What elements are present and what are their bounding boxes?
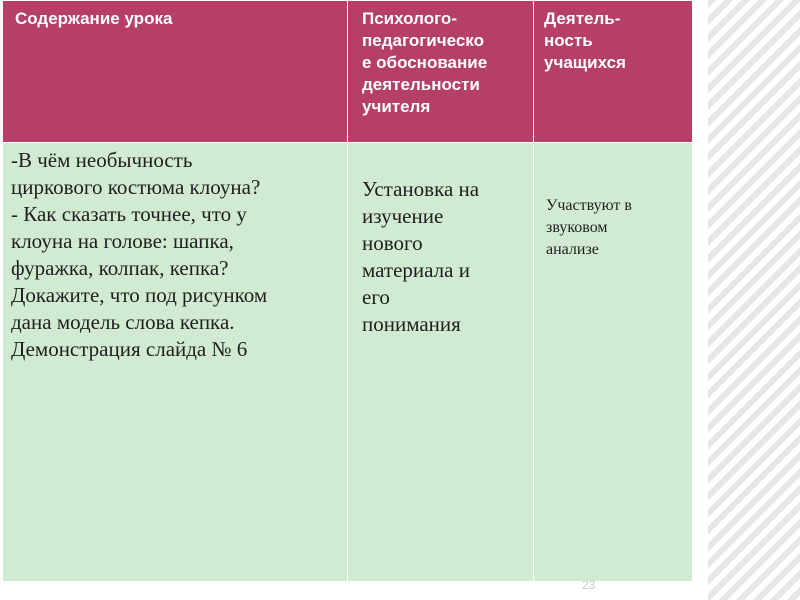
content-line: фуражка, колпак, кепка? bbox=[11, 256, 229, 280]
activity-line: звуковом bbox=[546, 219, 608, 236]
content-line: дана модель слова кепка. bbox=[11, 310, 235, 334]
header-psych-rationale-label: Психолого- педагогическо е обоснование деятельности учителя bbox=[362, 9, 488, 116]
activity-line: анализе bbox=[546, 241, 599, 258]
header-student-activity-label: Деятель- ность учащихся bbox=[544, 9, 626, 72]
cell-psych-rationale bbox=[348, 143, 534, 582]
decorative-stripes bbox=[708, 0, 800, 600]
slide-number: 23 bbox=[582, 578, 596, 592]
rationale-line: понимания bbox=[362, 312, 461, 336]
rationale-line: материала и bbox=[362, 258, 470, 282]
header-lesson-content-label: Содержание урока bbox=[15, 9, 173, 28]
activity-line: Участвуют в bbox=[546, 197, 632, 214]
rationale-line: изучение bbox=[362, 204, 444, 228]
content-line: циркового костюма клоуна? bbox=[11, 175, 261, 199]
content-line: Демонстрация слайда № 6 bbox=[11, 337, 248, 361]
header-lesson-content bbox=[3, 1, 348, 143]
content-line: - Как сказать точнее, что у bbox=[11, 202, 247, 226]
rationale-line: нового bbox=[362, 231, 423, 255]
lesson-plan-table bbox=[2, 0, 693, 582]
cell-lesson-content bbox=[3, 143, 348, 582]
rationale-line: Установка на bbox=[362, 177, 480, 201]
rationale-line: его bbox=[362, 285, 390, 309]
content-line: клоуна на голове: шапка, bbox=[11, 229, 234, 253]
content-line: Докажите, что под рисунком bbox=[11, 283, 268, 307]
cell-student-activity bbox=[534, 143, 693, 582]
header-psych-rationale bbox=[348, 1, 534, 143]
table-header-row bbox=[3, 1, 693, 143]
content-line: -В чём необычность bbox=[11, 148, 193, 172]
table-row bbox=[3, 143, 693, 582]
header-student-activity bbox=[534, 1, 693, 143]
